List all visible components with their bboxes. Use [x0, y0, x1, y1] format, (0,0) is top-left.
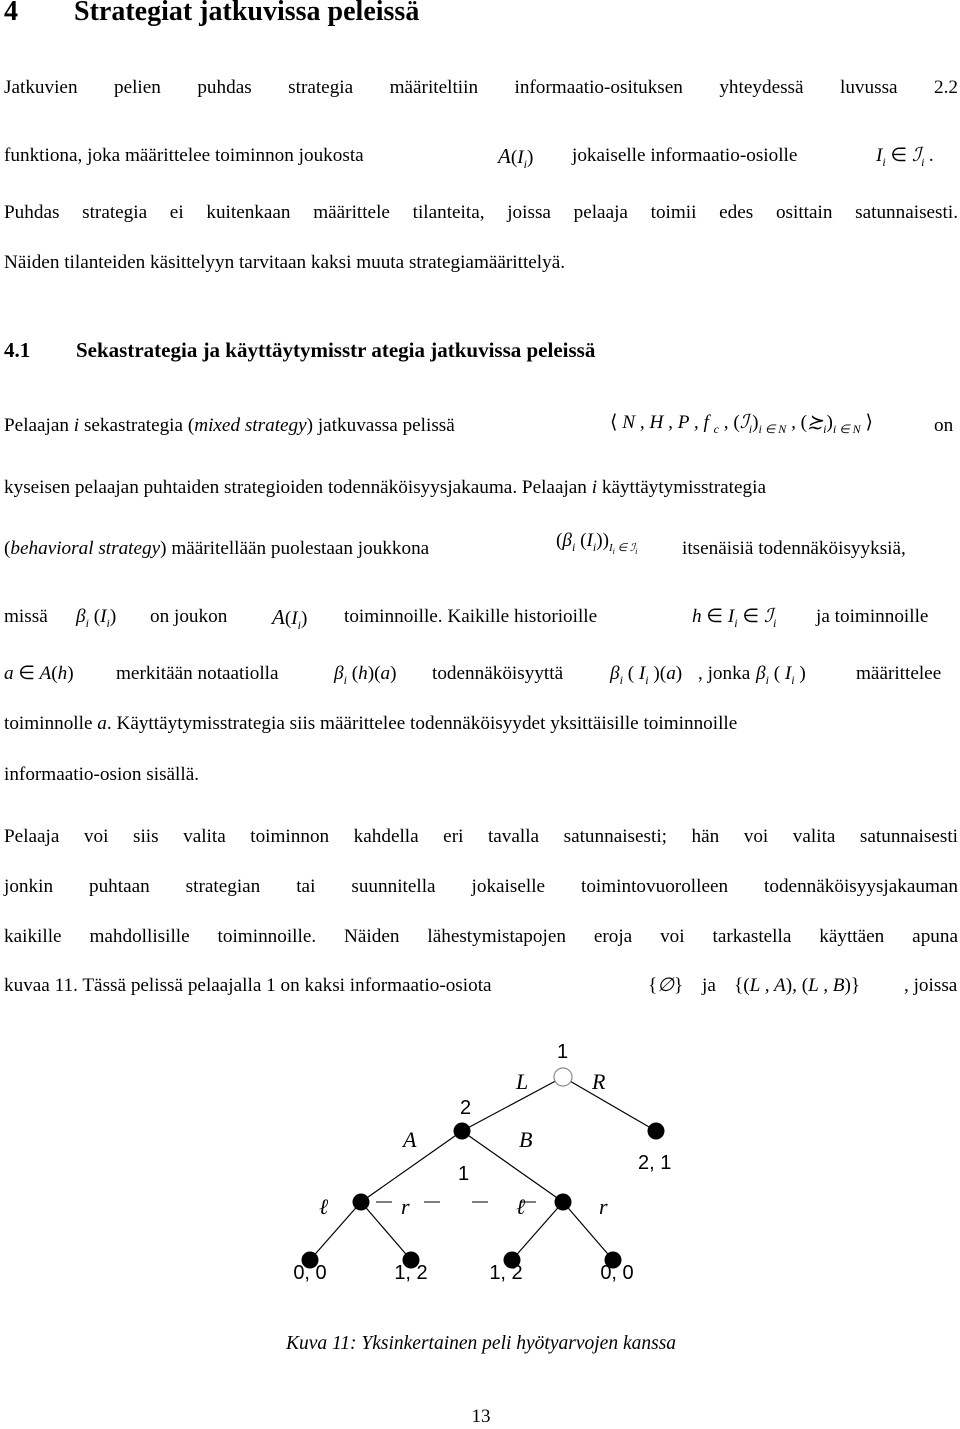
- section-heading: [4, 338, 595, 363]
- p1-l5-text-a: merkitään notaatiolla: [116, 663, 279, 684]
- edge-B: [462, 1131, 563, 1202]
- label-leaf-action-1: ℓ: [319, 1194, 329, 1219]
- p2-line-3: kaikille mahdollisille toiminnoille. Näiden lähestymistapojen eroja voi tarkastella käyttäen apuna: [4, 926, 958, 947]
- p1-l1-var-i: i: [73, 415, 80, 436]
- page-number: 13: [471, 1406, 491, 1427]
- intro-line-1: Jatkuvien pelien puhdas strategia määriteltiin informaatio-osituksen yhteydessä luvussa 2.2: [4, 77, 958, 98]
- node-A: [353, 1194, 370, 1211]
- node-player2: [454, 1123, 471, 1140]
- label-leaf-action-3: ℓ: [516, 1194, 526, 1219]
- p1-line-3: [4, 530, 958, 562]
- label-action-A: A: [403, 1127, 417, 1152]
- formula-emptyset: {∅}: [648, 975, 684, 996]
- formula-beta-Ii-3: $\beta_i$ ( $I_i$ ): [756, 663, 806, 687]
- p1-l4-text-b: on joukon: [150, 606, 228, 627]
- p1-l1-text-a: Pelaajan: [4, 415, 69, 436]
- p1-l1-text-c: sekastrategia (: [83, 415, 195, 436]
- section-title: Sekastrategia ja käyttäytymisstr ategia jatkuvissa peleissä: [76, 338, 596, 362]
- formula-A-Ii-2: $A(I_i)$: [272, 605, 308, 632]
- intro-line-2-b: jokaiselle informaatio-osiolle: [572, 145, 798, 166]
- payoff-leaf-4: 0, 0: [600, 1262, 634, 1284]
- p1-line-6: [4, 711, 958, 737]
- formula-A-of-Ii: $A(I_i)$: [498, 144, 534, 171]
- formula-beta-Ii-a: $\beta_i$ ( $I_i$ )(a): [610, 663, 683, 687]
- p2-line-1: Pelaaja voi siis valita toiminnon kahdella eri tavalla satunnaisesti; hän voi valita satunnaisesti: [4, 826, 958, 847]
- label-root-player: 1: [557, 1041, 569, 1063]
- formula-h-in-Ii: h ∈ $I_i$ ∈ ℐ$_i$: [692, 606, 777, 630]
- p1-l3-behavioral-strategy: behavioral strategy: [10, 538, 161, 559]
- p2-line-2: jonkin puhtaan strategian tai suunnitella jokaiselle toimintovuorolleen todennäköisyysjakauman: [4, 876, 958, 897]
- formula-a-in-Ah: a ∈ A(h): [4, 663, 74, 684]
- label-leaf-action-2: r: [401, 1194, 410, 1219]
- formula-beta-h-a: $\beta_i$ (h)(a): [334, 663, 397, 687]
- p1-l5-text-c: , jonka: [698, 663, 751, 684]
- label-action-R: R: [592, 1069, 606, 1094]
- chapter-heading: [4, 0, 419, 28]
- intro-line-3: Puhdas strategia ei kuitenkaan määrittele tilanteita, joissa pelaaja toimii edes osittain satunnaisesti.: [4, 202, 958, 223]
- p1-l6-text-a: toiminnolle: [4, 713, 93, 734]
- formula-game-tuple: ⟨ N , H , P , f $_c$ , $(ℐ_i)_{i \in N}$ , $(≿_i)_{i \in N}$ ⟩: [610, 412, 873, 436]
- p1-line-4: [4, 604, 958, 630]
- intro-line-2: [4, 143, 958, 169]
- p1-line-5: [4, 661, 958, 687]
- p1-l6-var-a: a: [97, 713, 107, 734]
- p1-l1-mixed-strategy: mixed strategy: [194, 415, 307, 436]
- p1-l3-paren: (: [4, 538, 11, 559]
- p1-line-1: [4, 413, 958, 439]
- chapter-title: Strategiat jatkuvissa peleissä: [74, 0, 420, 27]
- formula-beta-set: ($\beta_i$ $(I_i))_{I_i \in ℐ_i}$: [556, 530, 638, 557]
- payoff-leaf-1: 0, 0: [293, 1262, 327, 1284]
- p1-l5-text-b: todennäköisyyttä: [432, 663, 564, 684]
- p1-l6-text-c: . Käyttäytymisstrategia siis määrittelee todennäköisyydet yksittäisille toiminnoille: [106, 713, 738, 734]
- label-leaf-action-4: r: [599, 1194, 608, 1219]
- p1-l1-on: on: [934, 415, 954, 436]
- chapter-number: 4: [4, 0, 18, 27]
- p1-l4-text-c: toiminnoille. Kaikille historioille: [344, 606, 598, 627]
- p1-l2-var-i: i: [591, 477, 598, 498]
- edge-L: [462, 1077, 563, 1131]
- p1-l4-text-a: missä: [4, 606, 48, 627]
- intro-line-2-a: funktiona, joka määrittelee toiminnon joukosta: [4, 145, 364, 166]
- p1-l3-text-d: itsenäisiä todennäköisyyksiä,: [682, 538, 906, 559]
- formula-beta-Ii: $\beta_i$ $(I_i)$: [76, 606, 117, 630]
- formula-Ii-in-Ii: $I_i$ ∈ ℐ$_i$ .: [876, 145, 934, 169]
- label-payoff-R: 2, 1: [638, 1152, 672, 1174]
- p1-l2-text-a: kyseisen pelaajan puhtaiden strategioiden todennäköisyysjakauma. Pelaajan: [4, 477, 587, 498]
- payoff-leaf-2: 1, 2: [394, 1262, 428, 1284]
- node-B: [555, 1194, 572, 1211]
- section-number: 4.1: [4, 338, 31, 362]
- figure-caption: Kuva 11: Yksinkertainen peli hyötyarvojen kanssa: [285, 1333, 677, 1354]
- label-player2: 2: [460, 1097, 472, 1119]
- label-player1-infoset: 1: [458, 1163, 470, 1185]
- p2-l4-text-a: kuvaa 11. Tässä pelissä pelaajalla 1 on kaksi informaatio-osiota: [4, 975, 492, 996]
- formula-LA-LB: {(L , A), (L , B)}: [734, 975, 861, 996]
- node-terminal-R: [648, 1123, 665, 1140]
- edge-R: [563, 1077, 656, 1131]
- root-node: [554, 1068, 572, 1086]
- p1-l3-text-c: ) määritellään puolestaan joukkona: [160, 538, 430, 559]
- p1-line-7: informaatio-osion sisällä.: [4, 764, 200, 785]
- edge-l-1: [310, 1202, 361, 1260]
- intro-line-4: Näiden tilanteiden käsittelyyn tarvitaan kaksi muuta strategiamäärittelyä.: [4, 252, 566, 273]
- payoff-leaf-3: 1, 2: [489, 1262, 523, 1284]
- p1-l5-text-d: määrittelee: [856, 663, 942, 684]
- p2-l4-text-b: ja: [702, 975, 716, 996]
- p1-l2-text-c: käyttäytymisstrategia: [601, 477, 766, 498]
- label-action-L: L: [516, 1069, 529, 1094]
- game-tree-figure: [4, 1030, 958, 1330]
- label-action-B: B: [519, 1127, 533, 1152]
- p1-l1-text-e: ) jatkuvassa pelissä: [306, 415, 455, 436]
- p1-l4-text-d: ja toiminnoille: [816, 606, 929, 627]
- p2-l4-text-c: , joissa: [904, 975, 958, 996]
- p1-line-2: [4, 475, 958, 501]
- p2-line-4: [4, 973, 958, 999]
